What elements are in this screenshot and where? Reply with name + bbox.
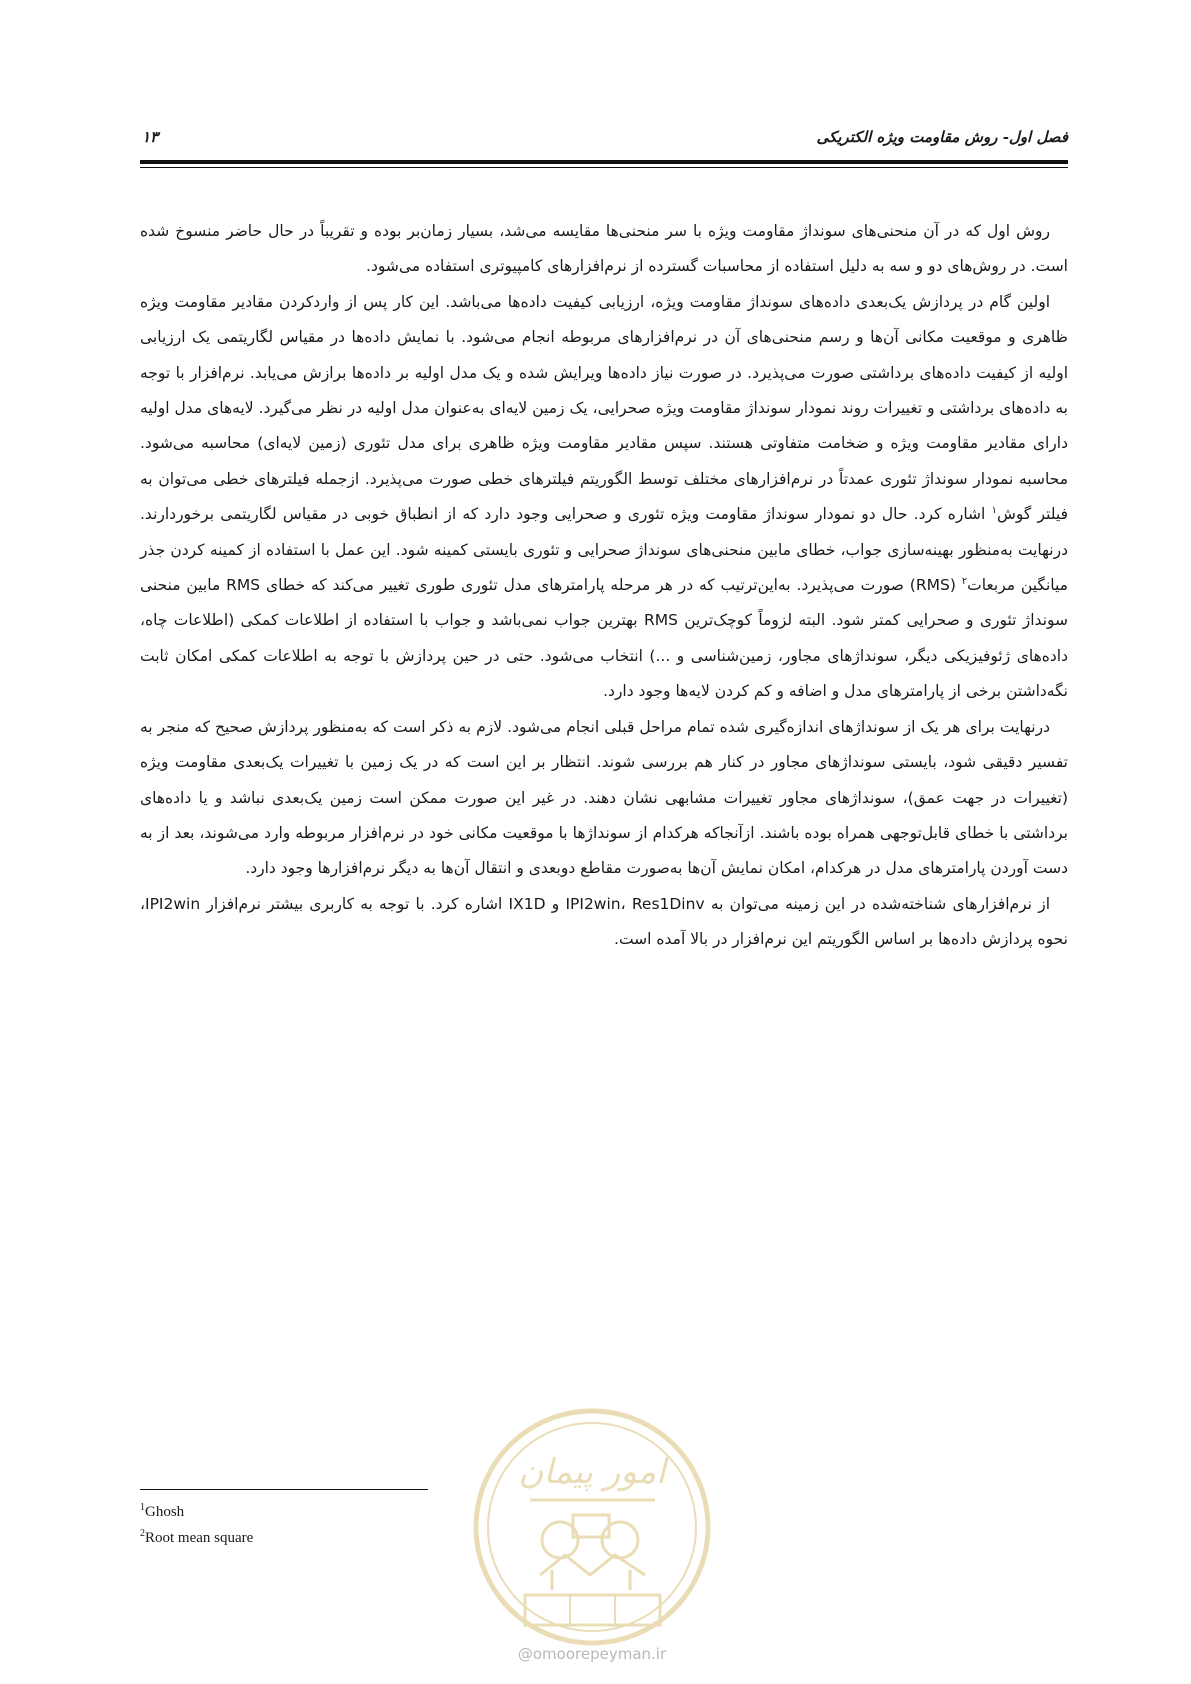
footnote-text: Ghosh bbox=[145, 1504, 185, 1520]
chapter-title: فصل اول- روش مقاومت ویژه الکتریکی bbox=[816, 128, 1068, 146]
header-rule-thick bbox=[140, 160, 1068, 164]
page-number: ۱۳ bbox=[142, 128, 159, 146]
stamp-logo bbox=[470, 1405, 715, 1650]
paragraph: از نرم‌افزارهای شناخته‌شده در این زمینه می‌توان به IPI2win، Res1Dinv و IX1D اشاره کرد. با توجه به کاربری بیشتر نرم‌افزار IPI2win، نحوه پردازش داده‌ها بر اساس الگوریتم این نرم‌افزار در بالا آمده است. bbox=[140, 894, 1068, 949]
paragraph-text: اشاره کرد. حال دو نمودار سونداژ مقاومت ویژه تئوری و صحرایی وجود دارد که از انطباق خوبی در مقیاس لگاریتمی برخوردارند. درنهایت به‌منظور بهینه‌سازی جواب، خطای مابین منحنی‌های سونداژ صحرایی و تئوری بایستی کمینه شود. این عمل با استفاده از کمینه کردن جذر میانگین مربعات bbox=[140, 505, 1068, 595]
paragraph: روش اول که در آن منحنی‌های سونداژ مقاومت ویژه با سر منحنی‌ها مقایسه می‌شد، بسیار زمان‌بر بوده و تقریباً در حال حاضر منسوخ شده است. در روش‌های دو و سه به دلیل استفاده از محاسبات گسترده از نرم‌افزارهای کامپیوتری استفاده می‌شود. bbox=[140, 222, 1068, 276]
paragraph-text: اولین گام در پردازش یک‌بعدی داده‌های سونداژ مقاومت ویژه، ارزیابی کیفیت داده‌ها می‌باشد. این کار پس از واردکردن مقادیر مقاومت ویژه ظاهری و موقعیت مکانی آن‌ها و رسم منحنی‌های آن در نرم‌افزارهای مربوطه انجام می‌شود. با نمایش داده‌ها در مقیاس لگاریتمی یک ارزیابی اولیه از کیفیت داده‌های برداشتی صورت می‌پذیرد. در صورت نیاز داده‌ها ویرایش شده و یک مدل اولیه بر داده‌ها برازش می‌یابد. نرم‌افزار با توجه به داده‌های برداشتی و تغییرات روند نمودار سونداژ مقاومت ویژه صحرایی، یک زمین لایه‌ای به‌عنوان مدل اولیه در نظر می‌گیرد. لایه‌های مدل اولیه دارای مقادیر مقاومت ویژه و ضخامت متفاوتی هستند. سپس مقادیر مقاومت ویژه ظاهری برای مدل تئوری (زمین لایه‌ای) محاسبه می‌شود. محاسبه نمودار سونداژ تئوری عمدتاً در نرم‌افزارهای مختلف توسط الگوریتم فیلترهای خطی صورت می‌پذیرد. ازجمله فیلترهای خطی می‌توان به فیلتر گوش bbox=[140, 292, 1068, 524]
footnotes bbox=[140, 1497, 253, 1549]
footnote-number: 2 bbox=[140, 1528, 145, 1539]
footnote-number: 1 bbox=[140, 1502, 145, 1513]
footnote-text: Root mean square bbox=[145, 1530, 254, 1546]
svg-text:امور پیمان: امور پیمان bbox=[518, 1452, 666, 1492]
header-rule-thin bbox=[140, 167, 1068, 168]
paragraph-text: (RMS) صورت می‌پذیرد. به‌این‌ترتیب که در هر مرحله پارامترهای مدل تئوری طوری تغییر می‌کند که خطای RMS مابین منحنی سونداژ تئوری و صحرایی کمتر شود. البته لزوماً کوچک‌ترین RMS بهترین جواب نمی‌باشد و جواب با استفاده از اطلاعات کمکی (اطلاعات چاه، داده‌های ژئوفیزیکی دیگر، سونداژهای مجاور، زمین‌شناسی و ...) انتخاب می‌شود. حتی در حین پردازش با توجه به اطلاعات کمکی امکان ثابت نگه‌داشتن برخی از پارامترهای مدل و اضافه و کم کردن لایه‌ها وجود دارد. bbox=[140, 576, 1069, 701]
footnote bbox=[140, 1523, 253, 1549]
body-text bbox=[140, 214, 1068, 958]
website-watermark: @omoorepeyman.ir bbox=[517, 1645, 667, 1663]
footnote bbox=[140, 1497, 253, 1523]
page-header bbox=[140, 128, 1068, 154]
paragraph bbox=[140, 285, 1068, 710]
footnote-divider bbox=[140, 1489, 428, 1490]
footnote-ref: ۲ bbox=[961, 575, 968, 587]
footnote-ref: ۱ bbox=[991, 505, 997, 517]
paragraph: درنهایت برای هر یک از سونداژهای اندازه‌گیری شده تمام مراحل قبلی انجام می‌شود. لازم به ذکر است که به‌منظور پردازش صحیح که منجر به تفسیر دقیقی شود، بایستی سونداژهای مجاور در کنار هم بررسی شوند. انتظار بر این است که در یک زمین با تغییرات یک‌بعدی مقاومت ویژه (تغییرات در جهت عمق)، سونداژهای مجاور تغییرات مشابهی نشان دهند. در غیر این صورت ممکن است زمین یک‌بعدی نباشد و یا داده‌های برداشتی با خطای قابل‌توجهی همراه بوده باشند. ازآنجاکه هرکدام از سونداژها با موقعیت مکانی خود در نرم‌افزار مربوطه وارد می‌شوند، بعد از به دست آوردن پارامترهای مدل در هرکدام، امکان نمایش آن‌ها به‌صورت مقاطع دوبعدی و انتقال آن‌ها به دیگر نرم‌افزارها وجود دارد. bbox=[140, 717, 1068, 878]
